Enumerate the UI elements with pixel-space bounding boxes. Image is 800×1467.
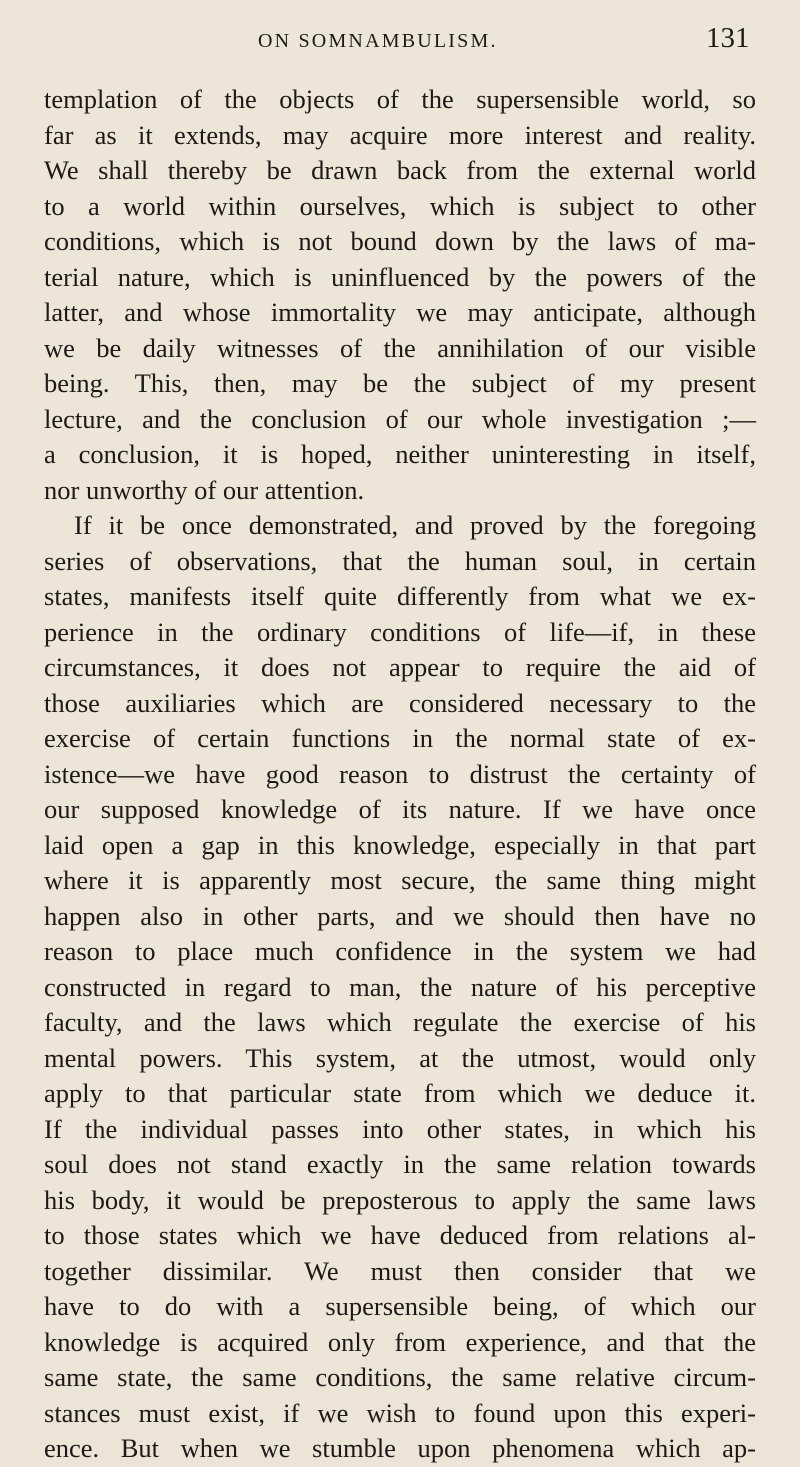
text-line: mental powers. This system, at the utmost, would only [44, 1042, 756, 1073]
running-title: ON SOMNAMBULISM. [258, 30, 498, 52]
text-line: istence—we have good reason to distrust the certainty of [44, 758, 756, 789]
text-line: conditions, which is not bound down by the laws of ma- [44, 226, 756, 256]
text-line: apply to that particular state from which we deduce it. [44, 1078, 756, 1108]
text-line: If it be once demonstrated, and proved by the foregoing [74, 510, 756, 540]
text-line: where it is apparently most secure, the same thing might [44, 865, 756, 895]
text-line: laid open a gap in this knowledge, especially in that part [44, 829, 756, 860]
text-line: we be daily witnesses of the annihilation of our visible [44, 332, 756, 363]
text-line: being. This, then, may be the subject of my present [44, 368, 756, 398]
text-line: If the individual passes into other states, in which his [44, 1113, 756, 1144]
text-line: perience in the ordinary conditions of life—if, in these [44, 616, 756, 647]
text-line: terial nature, which is uninfluenced by the powers of the [44, 261, 756, 292]
text-line: faculty, and the laws which regulate the exercise of his [44, 1007, 756, 1037]
text-line: those auxiliaries which are considered necessary to the [44, 687, 756, 718]
text-line: happen also in other parts, and we should then have no [44, 900, 756, 931]
text-line: knowledge is acquired only from experience, and that the [44, 1326, 756, 1357]
text-line: to those states which we have deduced from relations al- [44, 1220, 756, 1250]
text-line: stances must exist, if we wish to found upon this experi- [44, 1397, 756, 1428]
text-line: circumstances, it does not appear to require the aid of [44, 652, 756, 682]
text-line: nor unworthy of our attention. [44, 474, 365, 505]
text-line: lecture, and the conclusion of our whole investigation ;— [44, 403, 756, 434]
page-number: 131 [706, 22, 750, 54]
text-line: latter, and whose immortality we may anticipate, although [44, 297, 756, 327]
text-line: states, manifests itself quite differently from what we ex- [44, 581, 756, 611]
text-line: exercise of certain functions in the normal state of ex- [44, 723, 756, 753]
text-line: far as it extends, may acquire more interest and reality. [44, 119, 756, 150]
text-line: We shall thereby be drawn back from the external world [44, 155, 756, 185]
text-line: templation of the objects of the supersensible world, so [44, 84, 756, 114]
body-text [44, 82, 756, 1467]
text-line: series of observations, that the human soul, in certain [44, 545, 756, 576]
text-line: soul does not stand exactly in the same relation towards [44, 1149, 756, 1179]
text-line: reason to place much confidence in the system we had [44, 936, 756, 966]
text-line: his body, it would be preposterous to apply the same laws [44, 1184, 756, 1215]
text-line: ence. But when we stumble upon phenomena which ap- [44, 1433, 756, 1463]
text-line: to a world within ourselves, which is subject to other [44, 190, 756, 221]
text-line: have to do with a supersensible being, of which our [44, 1291, 756, 1321]
text-line: a conclusion, it is hoped, neither uninteresting in itself, [44, 439, 756, 469]
text-line: same state, the same conditions, the same relative circum- [44, 1362, 756, 1392]
text-line: our supposed knowledge of its nature. If we have once [44, 794, 756, 824]
text-line: together dissimilar. We must then consider that we [44, 1255, 756, 1286]
text-line: constructed in regard to man, the nature of his perceptive [44, 971, 756, 1002]
running-head [0, 20, 800, 60]
